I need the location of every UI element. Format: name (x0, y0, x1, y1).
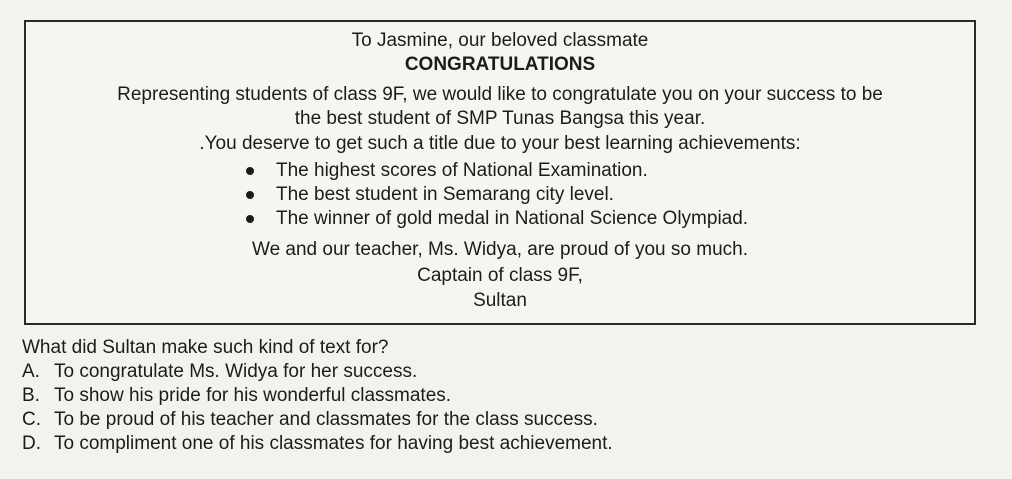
achievement-list (240, 159, 748, 231)
congratulation-card (24, 20, 976, 325)
question-text: What did Sultan make such kind of text for? (22, 337, 389, 358)
option-letter: A. (22, 361, 40, 382)
signature-name: Sultan (473, 290, 527, 311)
option-text: To show his pride for his wonderful classmates. (54, 385, 452, 406)
signature-title: Captain of class 9F, (417, 265, 583, 286)
option-d[interactable] (22, 432, 613, 456)
card-heading: CONGRATULATIONS (404, 54, 596, 75)
option-letter: B. (22, 385, 40, 406)
option-a[interactable] (22, 360, 613, 384)
achievement-item: The winner of gold medal in National Science Olympiad. (240, 207, 748, 231)
recipient-line: To Jasmine, our beloved classmate (351, 30, 649, 51)
option-letter: D. (22, 433, 41, 454)
option-b[interactable] (22, 384, 613, 408)
paragraph-line-1: Representing students of class 9F, we would like to congratulate you on your success to be (117, 84, 883, 105)
option-text: To congratulate Ms. Widya for her success. (54, 361, 418, 382)
option-text: To be proud of his teacher and classmates for the class success. (54, 409, 598, 430)
achievement-item: The best student in Semarang city level. (240, 183, 748, 207)
achievement-item: The highest scores of National Examination. (240, 159, 748, 183)
answer-options (22, 360, 613, 456)
option-letter: C. (22, 409, 41, 430)
paragraph-line-3: .You deserve to get such a title due to your best learning achievements: (199, 133, 801, 154)
option-text: To compliment one of his classmates for having best achievement. (54, 433, 613, 454)
option-c[interactable] (22, 408, 613, 432)
paragraph-line-2: the best student of SMP Tunas Bangsa this year. (294, 108, 706, 129)
closing-line: We and our teacher, Ms. Widya, are proud of you so much. (251, 239, 748, 260)
